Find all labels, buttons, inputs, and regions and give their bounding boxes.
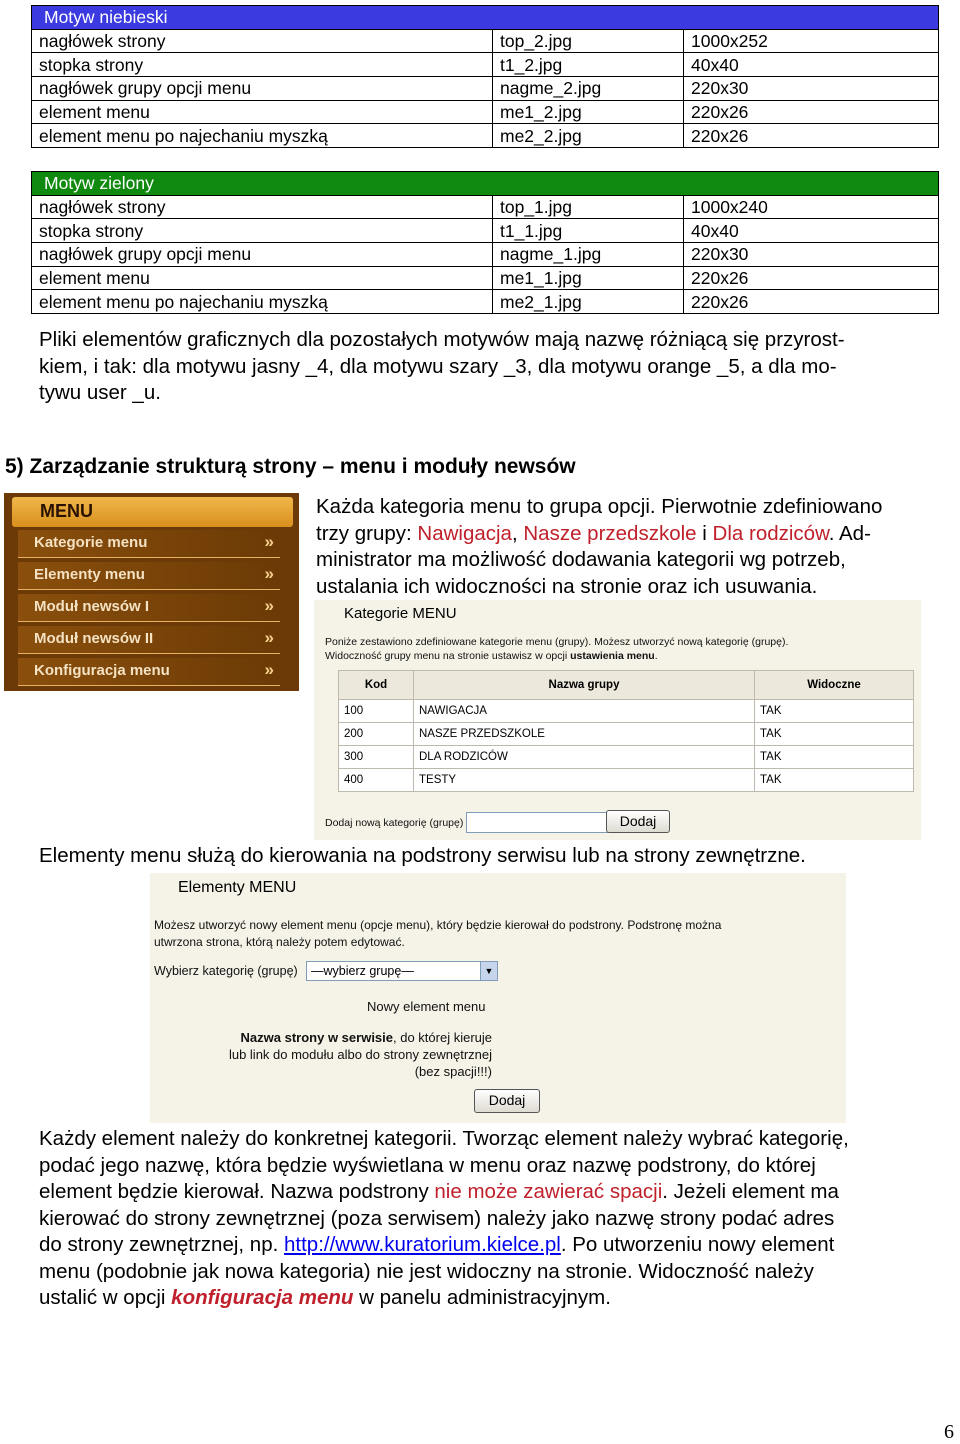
paragraph-line: podać jego nazwę, która będzie wyświetlana w menu oraz nazwę podstrony, do której [39, 1153, 816, 1177]
text-run: . Ad- [828, 521, 871, 545]
file-size: 1000x240 [684, 195, 939, 219]
cell-group: NAWIGACJA [414, 700, 755, 723]
add-category-label: Dodaj nową kategorię (grupę) [325, 817, 464, 829]
paragraph-line: Pliki elementów graficznych dla pozostałych motywów mają nazwę różniącą się przyrost- [39, 328, 845, 351]
file-desc: stopka strony [32, 219, 493, 243]
table-row [32, 219, 939, 243]
double-chevron-right-icon: » [264, 596, 274, 615]
double-chevron-right-icon: » [264, 532, 274, 551]
info-line [325, 649, 915, 663]
table-row [32, 266, 939, 290]
file-desc: element menu po najechaniu myszką [32, 290, 493, 314]
panel-info [325, 635, 915, 663]
table-row[interactable] [339, 700, 914, 723]
table-row [32, 29, 939, 53]
column-header: Nazwa grupy [414, 671, 755, 700]
text-run: , [511, 521, 524, 545]
groups-paragraph [316, 494, 956, 600]
themes-paragraph [39, 327, 949, 407]
cell-code: 200 [339, 723, 414, 746]
example-link[interactable]: http://www.kuratorium.kielce.pl [284, 1233, 561, 1256]
add-category-button[interactable]: Dodaj [606, 810, 670, 833]
text-run: trzy grupy: [316, 521, 418, 545]
text-run: . Jeżeli element ma [662, 1180, 839, 1203]
category-select[interactable] [306, 961, 498, 981]
add-element-button[interactable]: Dodaj [474, 1089, 540, 1113]
file-name: me1_2.jpg [493, 100, 684, 124]
info-line [210, 1029, 492, 1046]
panel-title: Elementy MENU [178, 879, 297, 896]
side-menu-item-label: Moduł newsów I [34, 598, 149, 615]
paragraph-line [39, 1232, 955, 1259]
file-size: 220x30 [684, 77, 939, 101]
file-size: 220x26 [684, 290, 939, 314]
file-size: 220x30 [684, 243, 939, 267]
text-run: do strony zewnętrznej, np. [39, 1233, 284, 1256]
cell-code: 300 [339, 746, 414, 769]
file-name: t1_2.jpg [493, 53, 684, 77]
chevron-down-icon: ▼ [480, 962, 497, 980]
add-category-input[interactable] [466, 812, 608, 833]
file-name: nagme_1.jpg [493, 243, 684, 267]
file-size: 220x26 [684, 124, 939, 148]
theme-blue-table [31, 5, 939, 148]
file-desc: nagłówek grupy opcji menu [32, 77, 493, 101]
table-row[interactable] [339, 769, 914, 792]
table-header [339, 671, 914, 700]
text-run: . [654, 650, 658, 662]
paragraph-line [39, 1285, 955, 1312]
paragraph-line [39, 1179, 955, 1206]
side-menu-item-news-2[interactable] [18, 626, 280, 654]
table-row[interactable] [339, 723, 914, 746]
cell-visible: TAK [755, 700, 914, 723]
categories-table [338, 670, 914, 792]
file-name: me2_2.jpg [493, 124, 684, 148]
info-line: utwrzona strona, którą należy potem edytować. [154, 935, 405, 949]
table-row [32, 290, 939, 314]
group-name: Dla rodziców [712, 521, 829, 545]
file-size: 40x40 [684, 53, 939, 77]
paragraph-line: kierować do strony zewnętrznej (poza serwisem) należy jako nazwę strony podać adres [39, 1206, 835, 1230]
text-run: Nazwa strony w serwisie [240, 1030, 393, 1045]
file-size: 220x26 [684, 266, 939, 290]
info-line: lub link do modułu albo do strony zewnętrznej [228, 1047, 492, 1062]
paragraph-line: Każda kategoria menu to grupa opcji. Pierwotnie zdefiniowano [316, 495, 883, 518]
choose-category-label: Wybierz kategorię (grupę) [154, 964, 298, 978]
file-size: 40x40 [684, 219, 939, 243]
info-line: Możesz utworzyć nowy element menu (opcje menu), który będzie kierował do podstrony. Podstronę można [154, 918, 722, 932]
page-number: 6 [944, 1421, 954, 1443]
file-name: nagme_2.jpg [493, 77, 684, 101]
table-row [32, 243, 939, 267]
final-paragraph [39, 1126, 955, 1312]
file-desc: element menu [32, 100, 493, 124]
section-heading: 5) Zarządzanie strukturą strony – menu i moduły newsów [5, 455, 576, 478]
categories-panel [314, 600, 921, 840]
info-line: (bez spacji!!!) [414, 1064, 492, 1079]
paragraph-line: Każdy element należy do konkretnej kategorii. Tworząc element należy wybrać kategorię, [39, 1127, 849, 1150]
side-menu-image [4, 493, 299, 691]
file-name: me2_1.jpg [493, 290, 684, 314]
side-menu-item-label: Moduł newsów II [34, 630, 154, 647]
theme-green-header [32, 172, 939, 196]
new-element-label: Nowy element menu [367, 999, 486, 1014]
cell-group: TESTY [414, 769, 755, 792]
column-header: Kod [339, 671, 414, 700]
text-run: w panelu administracyjnym. [353, 1286, 611, 1309]
text-run: Widoczność grupy menu na stronie ustawisz w opcji [325, 650, 571, 662]
file-desc: nagłówek grupy opcji menu [32, 243, 493, 267]
theme-blue-title: Motyw niebieski [32, 6, 939, 30]
text-run: . Po utworzeniu nowy element [560, 1233, 835, 1256]
side-menu-item-label: Konfiguracja menu [34, 662, 170, 679]
elements-panel [150, 873, 846, 1123]
side-menu-item-categories[interactable] [18, 530, 280, 558]
panel-title: Kategorie MENU [344, 605, 457, 622]
warning-text: nie może zawierać spacji [434, 1180, 663, 1203]
paragraph-line: menu (podobnie jak nowa kategoria) nie jest widoczny na stronie. Widoczność należy [39, 1259, 814, 1283]
file-desc: stopka strony [32, 53, 493, 77]
side-menu-item-config[interactable] [18, 658, 280, 686]
file-desc: nagłówek strony [32, 195, 493, 219]
side-menu-item-news-1[interactable] [18, 594, 280, 622]
elements-paragraph: Elementy menu służą do kierowania na podstrony serwisu lub na strony zewnętrzne. [39, 844, 806, 867]
group-name: Nasze przedszkole [523, 521, 697, 545]
text-run: i [696, 521, 713, 545]
table-row [32, 124, 939, 148]
file-desc: element menu po najechaniu myszką [32, 124, 493, 148]
side-menu-item-label: Elementy menu [34, 566, 145, 583]
theme-green-table [31, 171, 939, 314]
group-name: Nawigacja [417, 521, 512, 545]
double-chevron-right-icon: » [264, 660, 274, 679]
cell-visible: TAK [755, 769, 914, 792]
column-header: Widoczne [755, 671, 914, 700]
menu-title: MENU [40, 501, 93, 521]
file-name: top_2.jpg [493, 29, 684, 53]
file-name: t1_1.jpg [493, 219, 684, 243]
theme-blue-header [32, 6, 939, 30]
text-run: ustawienia menu [570, 650, 655, 662]
table-row [32, 100, 939, 124]
file-size: 220x26 [684, 100, 939, 124]
file-name: top_1.jpg [493, 195, 684, 219]
text-run: , do której kieruje [393, 1030, 492, 1045]
info-line: Poniże zestawiono zdefiniowane kategorie menu (grupy). Możesz utworzyć nową kategorię (grupę). [325, 636, 789, 648]
theme-green-title: Motyw zielony [32, 172, 939, 196]
text-run: element będzie kierował. Nazwa podstrony [39, 1180, 435, 1203]
file-desc: element menu [32, 266, 493, 290]
cell-code: 400 [339, 769, 414, 792]
table-row [32, 53, 939, 77]
side-menu-item-label: Kategorie menu [34, 534, 148, 551]
cell-group: NASZE PRZEDSZKOLE [414, 723, 755, 746]
double-chevron-right-icon: » [264, 564, 274, 583]
cell-visible: TAK [755, 746, 914, 769]
file-desc: nagłówek strony [32, 29, 493, 53]
paragraph-line: kiem, i tak: dla motywu jasny _4, dla motywu szary _3, dla motywu orange _5, a dla mo- [39, 354, 837, 378]
select-value: —wybierz grupę— [311, 964, 414, 978]
double-chevron-right-icon: » [264, 628, 274, 647]
option-name: konfiguracja menu [171, 1286, 354, 1309]
page-name-label [210, 1029, 492, 1080]
paragraph-line: ministrator ma możliwość dodawania kategorii wg potrzeb, [316, 548, 846, 571]
panel-info [154, 917, 844, 951]
paragraph-line [316, 521, 956, 548]
text-run: ustalić w opcji [39, 1286, 172, 1309]
table-row [32, 77, 939, 101]
file-size: 1000x252 [684, 29, 939, 53]
cell-code: 100 [339, 700, 414, 723]
paragraph-line: tywu user _u. [39, 381, 161, 404]
paragraph-line: ustalania ich widoczności na stronie oraz ich usuwania. [316, 574, 818, 598]
cell-visible: TAK [755, 723, 914, 746]
cell-group: DLA RODZICÓW [414, 746, 755, 769]
table-row[interactable] [339, 746, 914, 769]
side-menu-item-elements[interactable] [18, 562, 280, 590]
file-name: me1_1.jpg [493, 266, 684, 290]
table-row [32, 195, 939, 219]
